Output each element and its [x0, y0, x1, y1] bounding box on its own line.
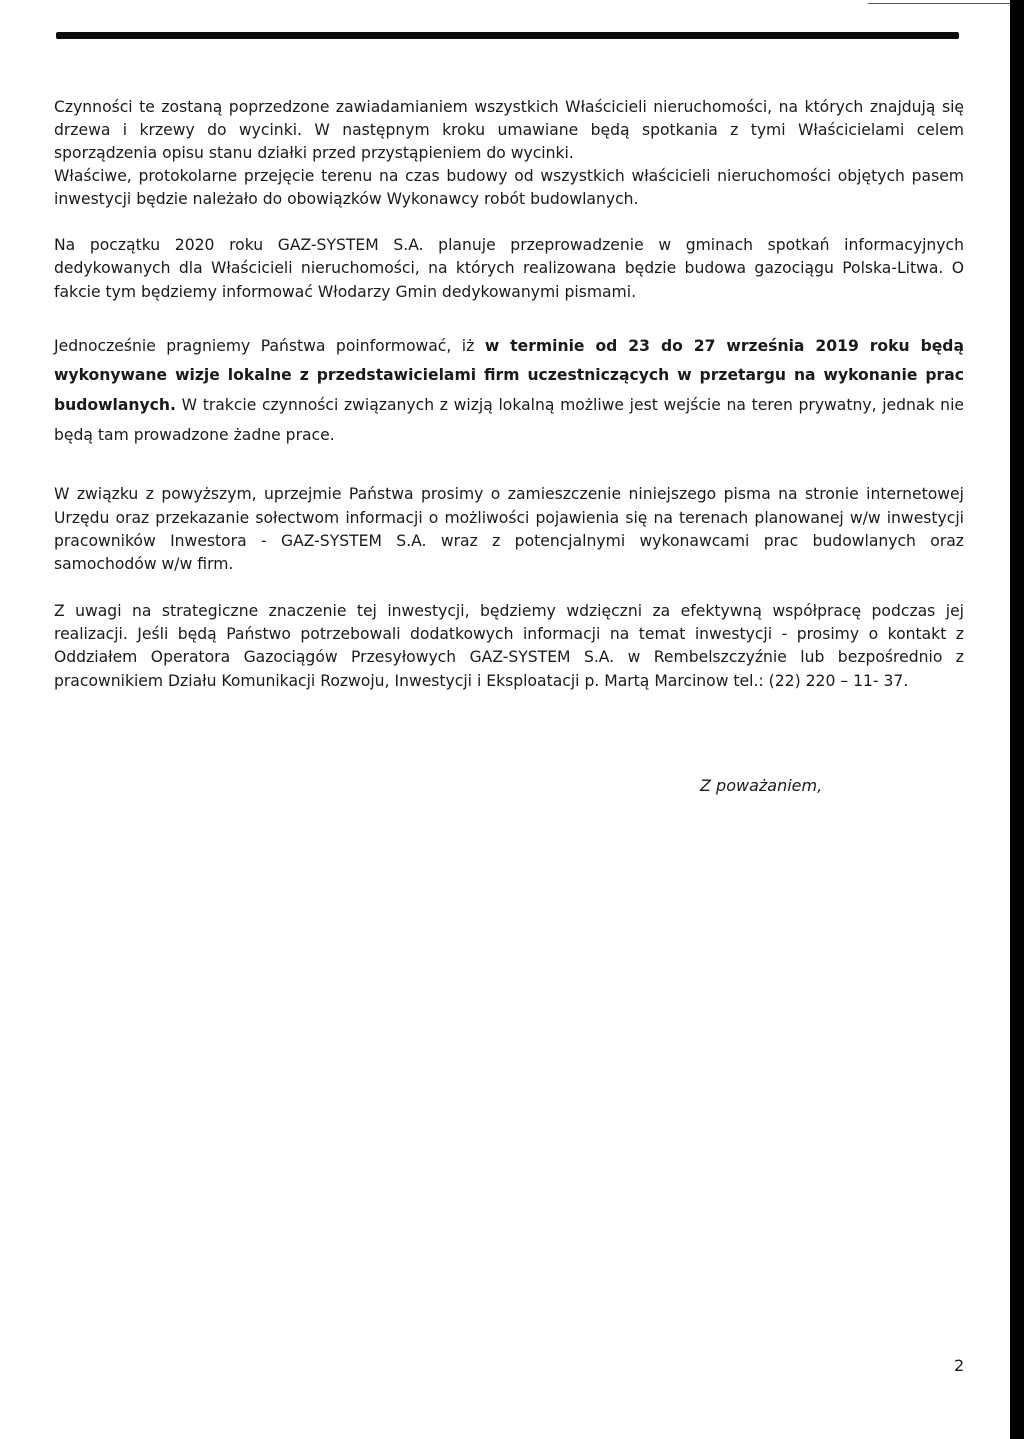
closing-salutation: Z poważaniem,: [700, 776, 823, 795]
paragraph-info-meetings: Na początku 2020 roku GAZ-SYSTEM S.A. planuje przeprowadzenie w gminach spotkań informacyjnych dedykowanych dla Właścicieli nieruchomości, na których realizowana będzie budowa gazociągu Polska-Litwa. O fakcie tym będziemy informować Włodarzy Gmin dedykowanymi pismami.: [54, 236, 964, 301]
paragraph-site-takeover-text: Właściwe, protokolarne przejęcie terenu na czas budowy od wszystkich właścicieli nieruchomości objętych pasem inwestycji będzie należało do obowiązków Wykonawcy robót budowlanych.: [54, 167, 964, 209]
paragraph-publication-request: W związku z powyższym, uprzejmie Państwa prosimy o zamieszczenie niniejszego pisma na stronie internetowej Urzędu oraz przekazanie sołectwom informacji o możliwości pojawienia się na terenach planowanej w/w inwestycji pracowników Inwestora - GAZ-SYSTEM S.A. wraz z potencjalnymi wykonawcami prac budowlanych oraz samochodów w/w firm.: [54, 485, 964, 574]
site-visits-highlight: w terminie od 23 do 27 września 2019 roku będą wykonywane wizje lokalne z przedstawicielami firm uczestniczących w przetargu na wykonanie prac budowlanych.: [54, 336, 964, 414]
paragraph-site-visits: [54, 332, 964, 451]
site-visits-rest: W trakcie czynności związanych z wizją lokalną możliwe jest wejście na teren prywatny, jednak nie będą tam prowadzone żadne prace.: [54, 395, 964, 444]
scan-top-line: [868, 3, 1010, 4]
header-rule: [56, 32, 959, 39]
letter-body: [54, 96, 964, 693]
paragraph-tree-removal-text: Czynności te zostaną poprzedzone zawiadamianiem wszystkich Właścicieli nieruchomości, na których znajdują się drzewa i krzewy do wycinki. W następnym kroku umawiane będą spotkania z tymi Właścicielami celem sporządzenia opisu stanu działki przed przystąpieniem do wycinki.: [54, 98, 964, 163]
scan-edge-border: [1010, 0, 1024, 1439]
paragraph-tree-removal: [54, 96, 964, 211]
site-visits-intro: Jednocześnie pragniemy Państwa poinformować, iż: [54, 336, 485, 355]
page-number: 2: [954, 1356, 965, 1375]
paragraph-contact: Z uwagi na strategiczne znaczenie tej inwestycji, będziemy wdzięczni za efektywną współpracę podczas jej realizacji. Jeśli będą Państwo potrzebowali dodatkowych informacji na temat inwestycji - prosimy o kontakt z Oddziałem Operatora Gazociągów Przesyłowych GAZ-SYSTEM S.A. w Rembelszczyźnie lub bezpośrednio z pracownikiem Działu Komunikacji Rozwoju, Inwestycji i Eksploatacji p. Martą Marcinow tel.: (22) 220 – 11- 37.: [54, 601, 964, 690]
